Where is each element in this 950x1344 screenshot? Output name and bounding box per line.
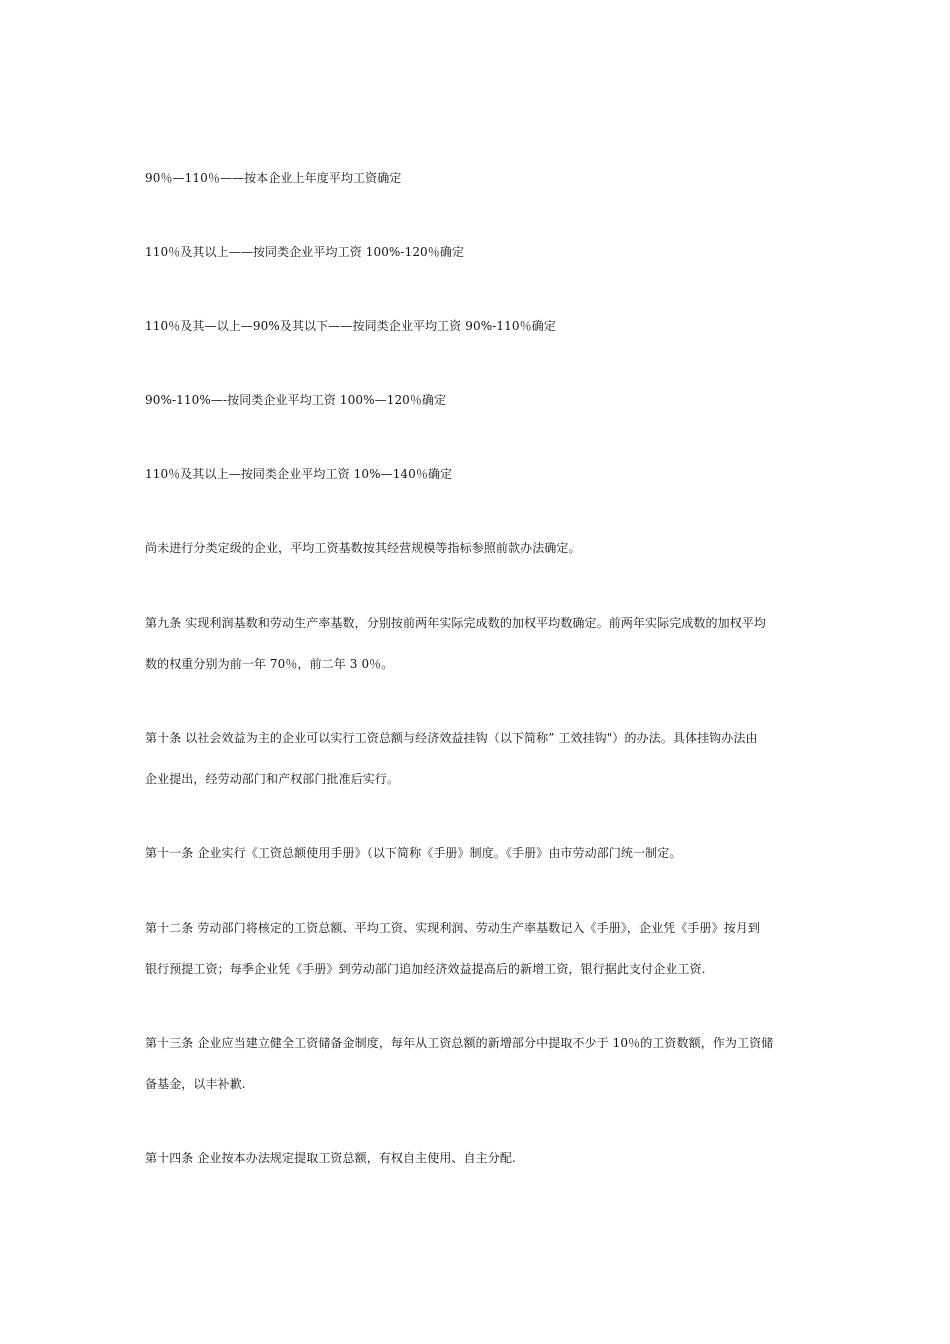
paragraph-line: 90％—110％——按本企业上年度平均工资确定 — [145, 171, 402, 185]
article-10-line-2: 企业提出，经劳动部门和产权部门批准后实行。 — [145, 772, 400, 786]
paragraph-line: 110％及其—以上—90%及其以下——按同类企业平均工资 90%-110％确定 — [145, 319, 556, 333]
article-11-line: 第十一条 企业实行《工资总额使用手册》（以下简称《手册》制度。《手册》由市劳动部门统一制定。 — [145, 846, 682, 860]
paragraph-line: 尚未进行分类定级的企业，平均工资基数按其经营规模等指标参照前款办法确定。 — [145, 541, 581, 555]
paragraph-line: 110％及其以上—按同类企业平均工资 10%—140％确定 — [145, 467, 453, 481]
paragraph-line: 110％及其以上——按同类企业平均工资 100%-120％确定 — [145, 245, 465, 259]
article-14-line: 第十四条 企业按本办法规定提取工资总额，有权自主使用、自主分配. — [145, 1151, 516, 1165]
paragraph-line: 90%-110%—-按同类企业平均工资 100%—120％确定 — [145, 393, 447, 407]
article-10-line-1: 第十条 以社会效益为主的企业可以实行工资总额与经济效益挂钩（以下简称” 工效挂钩"）的办法。具体挂钩办法由 — [145, 731, 758, 745]
article-9-line-2: 数的权重分别为前一年 70％，前二年 3 0％。 — [145, 657, 394, 671]
article-9-line-1: 第九条 实现利润基数和劳动生产率基数，分别按前两年实际完成数的加权平均数确定。前两年实际完成数的加权平均 — [145, 616, 767, 630]
article-13-line-1: 第十三条 企业应当建立健全工资储备金制度，每年从工资总额的新增部分中提取不少于 10％的工资数额，作为工资储 — [145, 1036, 774, 1050]
article-12-line-1: 第十二条 劳动部门将核定的工资总额、平均工资、实现利润、劳动生产率基数记入《手册》，企业凭《手册》按月到 — [145, 921, 761, 935]
article-13-line-2: 备基金，以丰补歉. — [145, 1077, 246, 1091]
article-12-line-2: 银行预提工资；每季企业凭《手册》到劳动部门追加经济效益提高后的新增工资，银行据此支付企业工资. — [145, 962, 706, 976]
